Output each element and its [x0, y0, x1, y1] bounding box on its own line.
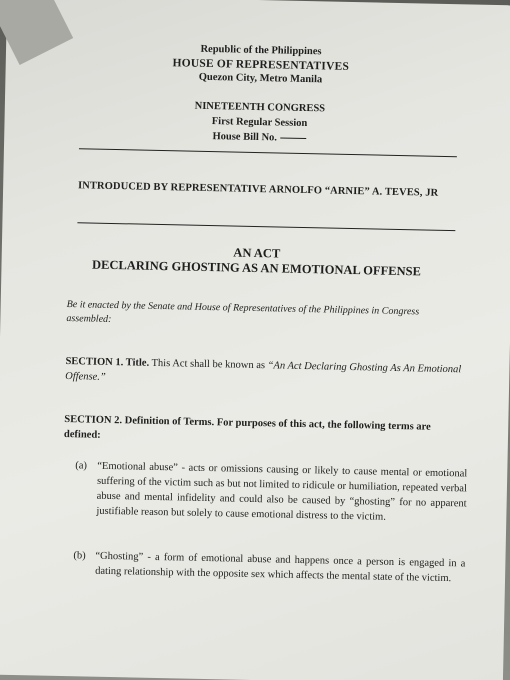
act-title — [1, 241, 510, 282]
section-2-heading: SECTION 2. Definition of Terms. — [64, 414, 215, 429]
section-1-text: This Act shall be known as — [151, 357, 266, 372]
section-1-heading: SECTION 1. Title. — [65, 356, 150, 369]
congress-session: First Regular Session — [211, 116, 308, 130]
definition-item — [74, 458, 467, 526]
section-1-quote: “An Act Declaring Ghosting As An Emotional Offense.” — [65, 360, 462, 383]
section-2-text: For purposes of this act, the following terms are defined: — [63, 417, 431, 441]
divider-bottom — [77, 222, 455, 231]
section-1 — [65, 354, 466, 392]
definition-marker: (a) — [75, 460, 88, 472]
act-title-line1: AN ACT — [233, 245, 281, 261]
section-2 — [64, 412, 467, 450]
divider-top — [79, 148, 457, 157]
house-bill-label: House Bill No. — [212, 131, 278, 144]
definition-text: “Emotional abuse” - acts or omissions causing or likely to cause mental or emotional suffering of the victim such as but not limited to ridicule or humiliation, repeated verbal abuse and mental infidelity and could also be caused by “ghosting” for no apparent justifiable reason but solely to cause emotional distress to the victim. — [96, 460, 468, 523]
definition-text: “Ghosting” - a form of emotional abuse and happens once a person is engaged in a dating relationship with the opposite sex which affects the mental state of the victim. — [95, 550, 466, 585]
house-bill-number-blank — [280, 137, 306, 139]
enacting-clause: Be it enacted by the Senate and House of Representatives of the Philippines in Congress assembled: — [66, 299, 420, 325]
header-house: HOUSE OF REPRESENTATIVES — [172, 57, 350, 73]
congress-block — [4, 95, 510, 151]
congress-name: NINETEENTH CONGRESS — [194, 100, 326, 115]
definition-marker: (b) — [73, 550, 86, 562]
definition-item — [73, 548, 466, 586]
header-republic: Republic of the Philippines — [200, 43, 322, 58]
introduced-by: INTRODUCED BY REPRESENTATIVE ARNOLFO “ARNIE” A. TEVES, JR — [77, 180, 439, 199]
header-location: Quezon City, Metro Manila — [198, 71, 323, 86]
document-header — [5, 39, 510, 92]
act-title-line2: DECLARING GHOSTING AS AN EMOTIONAL OFFENSE — [91, 257, 422, 279]
